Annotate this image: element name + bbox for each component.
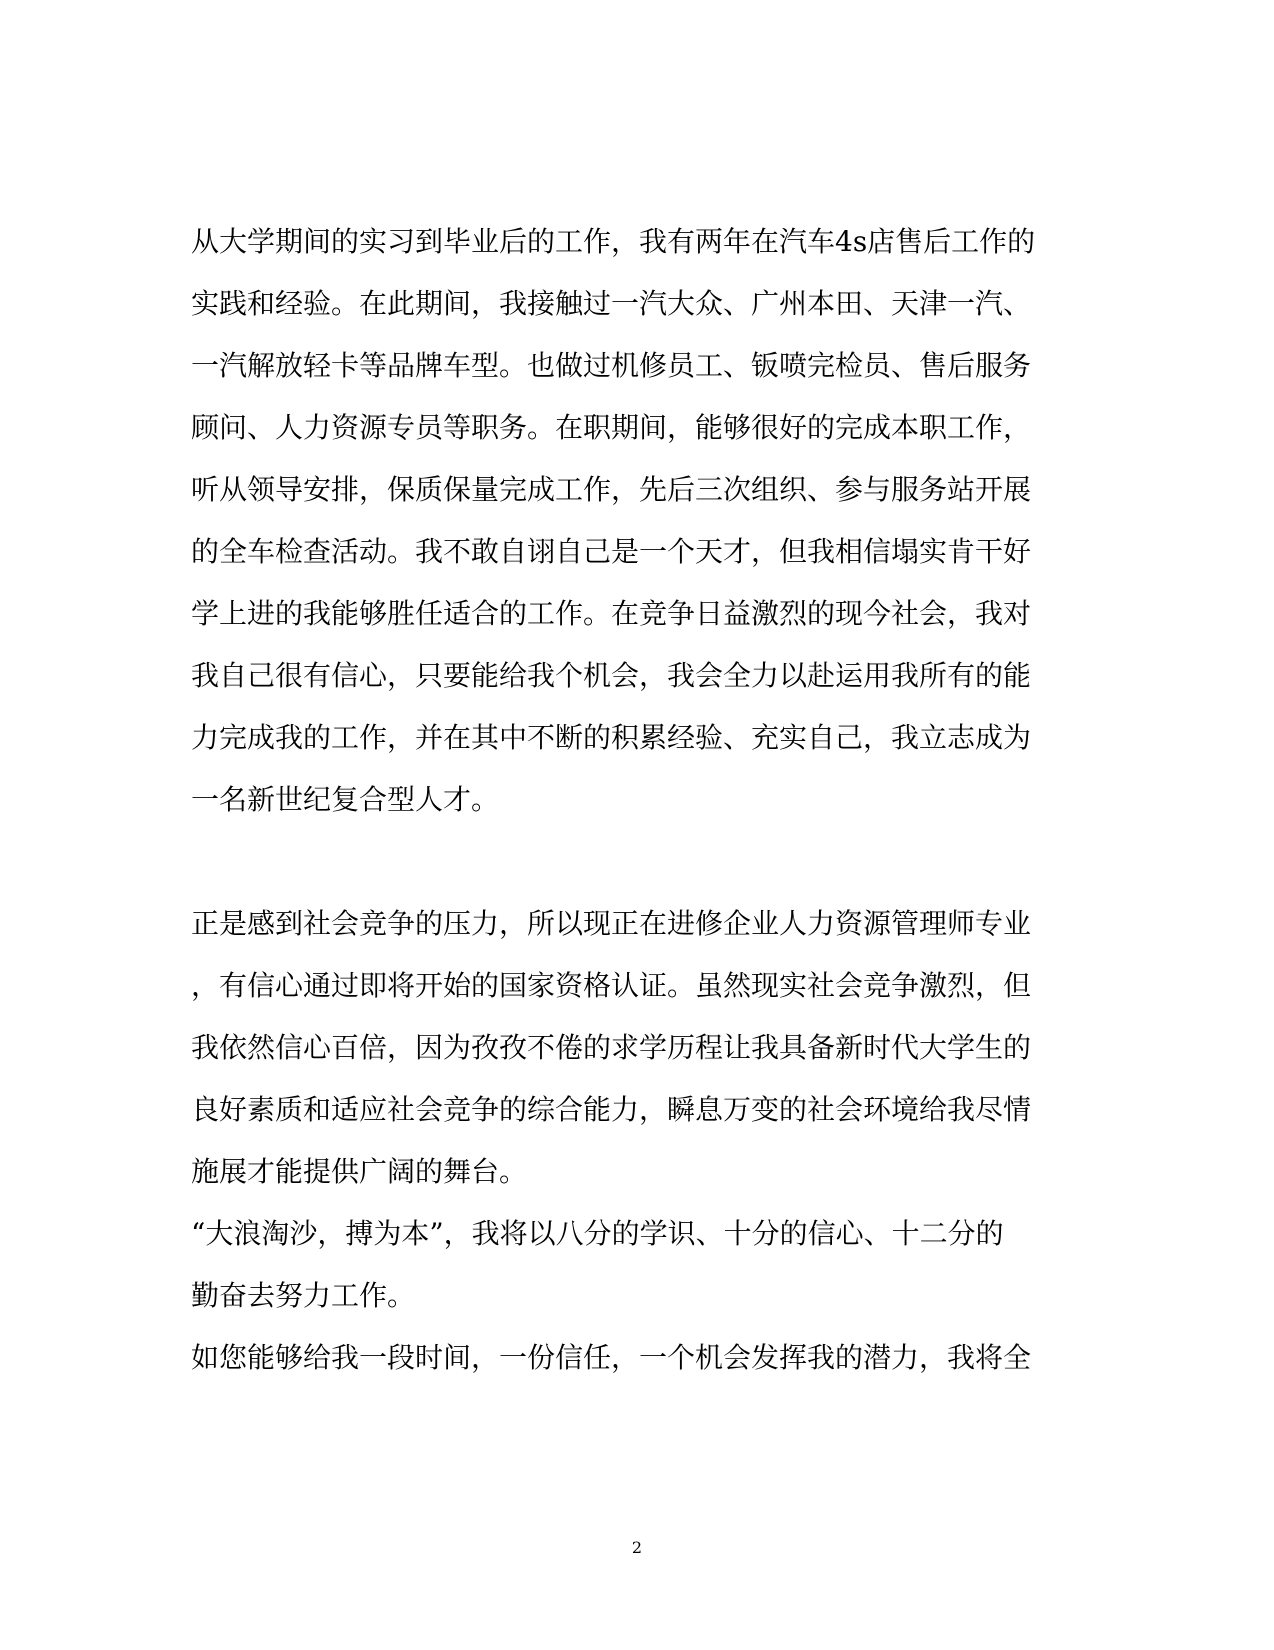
paragraph-line: 一汽解放轻卡等品牌车型。也做过机修员工、钣喷完检员、售后服务 [191, 349, 1032, 382]
paragraph-line: 实践和经验。在此期间，我接触过一汽大众、广州本田、天津一汽、 [191, 287, 1032, 320]
paragraph-line: 学上进的我能够胜任适合的工作。在竞争日益激烈的现今社会，我对 [191, 597, 1032, 630]
paragraph-line: 顾问、人力资源专员等职务。在职期间，能够很好的完成本职工作， [191, 411, 1032, 444]
paragraph-line: 如您能够给我一段时间，一份信任，一个机会发挥我的潜力，我将全 [191, 1341, 1032, 1374]
paragraph-line: 听从领导安排，保质保量完成工作，先后三次组织、参与服务站开展 [191, 473, 1032, 506]
paragraph-line: 我依然信心百倍，因为孜孜不倦的求学历程让我具备新时代大学生的 [191, 1031, 1032, 1064]
paragraph-line: ，有信心通过即将开始的国家资格认证。虽然现实社会竞争激烈，但 [191, 969, 1032, 1002]
paragraph-line: 我自己很有信心，只要能给我个机会，我会全力以赴运用我所有的能 [191, 659, 1032, 692]
paragraph-line: 力完成我的工作，并在其中不断的积累经验、充实自己，我立志成为 [191, 721, 1032, 754]
paragraph-line: “大浪淘沙，搏为本”，我将以八分的学识、十分的信心、十二分的 [191, 1217, 1004, 1250]
page-number: 2 [631, 1538, 643, 1557]
paragraph-line: 施展才能提供广阔的舞台。 [191, 1155, 528, 1188]
paragraph-line: 正是感到社会竞争的压力，所以现正在进修企业人力资源管理师专业 [191, 907, 1032, 940]
paragraph-line: 一名新世纪复合型人才。 [191, 783, 500, 816]
paragraph-line: 勤奋去努力工作。 [191, 1279, 416, 1312]
paragraph-line: 的全车检查活动。我不敢自诩自己是一个天才，但我相信塌实肯干好 [191, 535, 1032, 568]
paragraph-line: 良好素质和适应社会竞争的综合能力，瞬息万变的社会环境给我尽情 [191, 1093, 1032, 1126]
paragraph-line: 从大学期间的实习到毕业后的工作，我有两年在汽车4s店售后工作的 [191, 225, 1036, 258]
